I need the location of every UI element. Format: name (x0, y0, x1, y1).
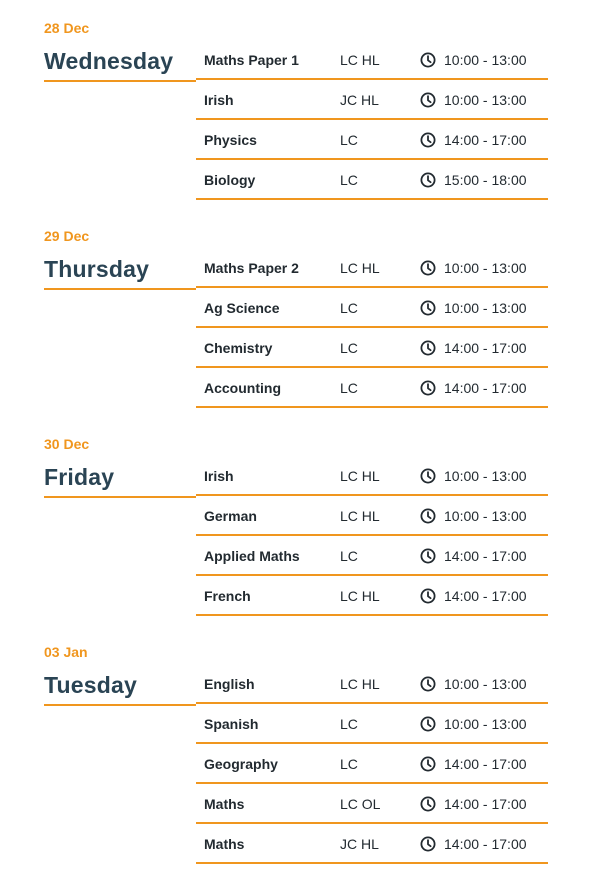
exam-subject: Accounting (204, 380, 281, 396)
clock-icon (420, 468, 436, 484)
exam-row (196, 40, 548, 80)
exam-subject: Maths Paper 1 (204, 52, 299, 68)
exam-time: 14:00 - 17:00 (444, 340, 527, 356)
exam-level: LC (340, 380, 358, 396)
exam-level: LC HL (340, 588, 380, 604)
exam-row (196, 456, 548, 496)
clock-icon (420, 796, 436, 812)
exam-level: LC HL (340, 676, 380, 692)
clock-icon (420, 340, 436, 356)
exam-subject: Maths (204, 796, 245, 812)
day-date: 03 Jan (44, 644, 88, 660)
clock-icon (420, 380, 436, 396)
exam-time: 10:00 - 13:00 (444, 676, 527, 692)
clock-icon (420, 172, 436, 188)
exam-level: LC OL (340, 796, 381, 812)
exam-time: 14:00 - 17:00 (444, 588, 527, 604)
exam-level: LC (340, 132, 358, 148)
clock-icon (420, 836, 436, 852)
day-date: 30 Dec (44, 436, 90, 452)
exam-row (196, 536, 548, 576)
day-weekday-heading: Tuesday (44, 672, 138, 698)
exam-row (196, 328, 548, 368)
exam-subject: English (204, 676, 255, 692)
exam-subject: French (204, 588, 251, 604)
exam-row (196, 824, 548, 864)
exam-time: 15:00 - 18:00 (444, 172, 527, 188)
exam-level: LC HL (340, 260, 380, 276)
exam-time: 10:00 - 13:00 (444, 92, 527, 108)
day-divider (44, 80, 196, 82)
exam-level: LC HL (340, 52, 380, 68)
day-divider (44, 496, 196, 498)
clock-icon (420, 300, 436, 316)
clock-icon (420, 52, 436, 68)
clock-icon (420, 132, 436, 148)
exam-time: 14:00 - 17:00 (444, 548, 527, 564)
exam-level: LC (340, 172, 358, 188)
exam-subject: Irish (204, 92, 234, 108)
exam-row (196, 744, 548, 784)
exam-level: LC (340, 548, 358, 564)
exam-time: 14:00 - 17:00 (444, 796, 527, 812)
exam-row (196, 576, 548, 616)
exam-subject: German (204, 508, 257, 524)
clock-icon (420, 676, 436, 692)
exam-row (196, 368, 548, 408)
exam-level: LC (340, 340, 358, 356)
exam-time: 14:00 - 17:00 (444, 756, 527, 772)
exam-level: LC HL (340, 508, 380, 524)
exam-subject: Physics (204, 132, 257, 148)
clock-icon (420, 716, 436, 732)
day-divider (44, 288, 196, 290)
exam-subject: Spanish (204, 716, 259, 732)
exam-subject: Ag Science (204, 300, 280, 316)
exam-row (196, 664, 548, 704)
day-section (0, 416, 592, 624)
exam-level: LC (340, 300, 358, 316)
clock-icon (420, 588, 436, 604)
exam-level: LC (340, 716, 358, 732)
exam-time: 14:00 - 17:00 (444, 836, 527, 852)
exam-subject: Geography (204, 756, 278, 772)
exam-time: 14:00 - 17:00 (444, 132, 527, 148)
exam-time: 10:00 - 13:00 (444, 716, 527, 732)
exam-time: 10:00 - 13:00 (444, 468, 527, 484)
exam-row (196, 160, 548, 200)
exam-subject: Maths (204, 836, 245, 852)
day-weekday-heading: Friday (44, 464, 115, 490)
exam-subject: Irish (204, 468, 234, 484)
exam-time: 10:00 - 13:00 (444, 52, 527, 68)
exam-level: JC HL (340, 836, 379, 852)
exam-subject: Biology (204, 172, 256, 188)
clock-icon (420, 548, 436, 564)
exam-subject: Maths Paper 2 (204, 260, 299, 276)
exam-time: 10:00 - 13:00 (444, 260, 527, 276)
day-section (0, 624, 592, 852)
day-weekday-heading: Thursday (44, 256, 150, 282)
day-divider (44, 704, 196, 706)
exam-row (196, 496, 548, 536)
exam-row (196, 248, 548, 288)
exam-level: JC HL (340, 92, 379, 108)
exam-time: 10:00 - 13:00 (444, 508, 527, 524)
clock-icon (420, 92, 436, 108)
exam-row (196, 784, 548, 824)
day-section (0, 208, 592, 416)
exam-row (196, 288, 548, 328)
exam-level: LC HL (340, 468, 380, 484)
exam-time: 10:00 - 13:00 (444, 300, 527, 316)
exam-row (196, 704, 548, 744)
day-weekday-heading: Wednesday (44, 48, 174, 74)
clock-icon (420, 260, 436, 276)
day-section (0, 0, 592, 208)
exam-row (196, 80, 548, 120)
clock-icon (420, 756, 436, 772)
exam-subject: Applied Maths (204, 548, 300, 564)
clock-icon (420, 508, 436, 524)
exam-subject: Chemistry (204, 340, 273, 356)
exam-level: LC (340, 756, 358, 772)
day-date: 29 Dec (44, 228, 90, 244)
day-date: 28 Dec (44, 20, 90, 36)
exam-row (196, 120, 548, 160)
exam-time: 14:00 - 17:00 (444, 380, 527, 396)
